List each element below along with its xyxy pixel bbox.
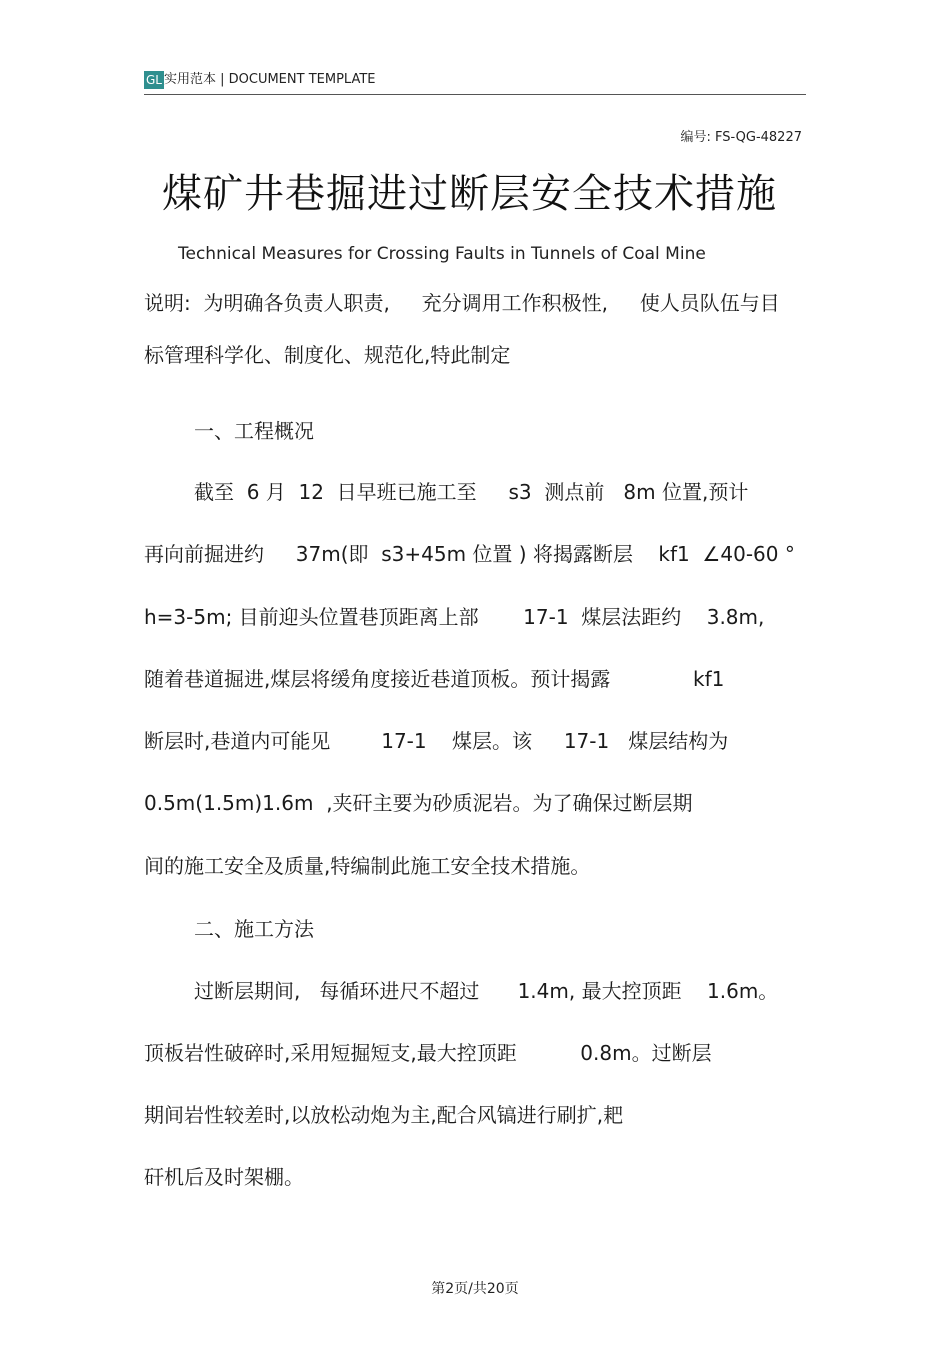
paragraph-line: h=3-5m; 目前迎头位置巷顶距离上部 17-1 煤层法距约 3.8m,	[144, 605, 765, 629]
description-line: 说明: 为明确各负责人职责, 充分调用工作积极性, 使人员队伍与目	[144, 291, 780, 315]
description-line: 标管理科学化、制度化、规范化,特此制定	[144, 343, 511, 367]
paragraph-line: 期间岩性较差时,以放松动炮为主,配合风镐进行刷扩,耙	[144, 1103, 624, 1127]
logo-badge: GL	[146, 73, 162, 87]
paragraph-line: 再向前掘进约 37m(即 s3+45m 位置 ) 将揭露断层 kf1 ∠40-60 °	[144, 542, 795, 566]
paragraph-line: 顶板岩性破碎时,采用短掘短支,最大控顶距 0.8m。过断层	[144, 1041, 712, 1065]
paragraph-line: 截至 6 月 12 日早班已施工至 s3 测点前 8m 位置,预计	[194, 480, 749, 504]
paragraph-line: 过断层期间, 每循环进尺不超过 1.4m, 最大控顶距 1.6m。	[194, 979, 779, 1003]
page-footer: 第2页/共20页	[431, 1281, 519, 1297]
paragraph-line: 矸机后及时架棚。	[144, 1165, 304, 1189]
paragraph-line: 断层时,巷道内可能见 17-1 煤层。该 17-1 煤层结构为	[144, 729, 729, 753]
paragraph-line: 间的施工安全及质量,特编制此施工安全技术措施。	[144, 854, 591, 878]
paragraph-line: 0.5m(1.5m)1.6m ,夹矸主要为砂质泥岩。为了确保过断层期	[144, 791, 693, 815]
section1-heading: 一、工程概况	[194, 419, 314, 443]
paragraph-line: 随着巷道掘进,煤层将缓角度接近巷道顶板。预计揭露 kf1	[144, 667, 725, 691]
section2-heading: 二、施工方法	[194, 917, 314, 941]
document-title: 煤矿井巷掘进过断层安全技术措施	[162, 171, 777, 217]
header-text: 实用范本 | DOCUMENT TEMPLATE	[163, 72, 376, 87]
document-number: 编号: FS-QG-48227	[680, 130, 802, 145]
document-subtitle: Technical Measures for Crossing Faults in Tunnels of Coal Mine	[178, 244, 706, 264]
page-header	[144, 70, 806, 95]
